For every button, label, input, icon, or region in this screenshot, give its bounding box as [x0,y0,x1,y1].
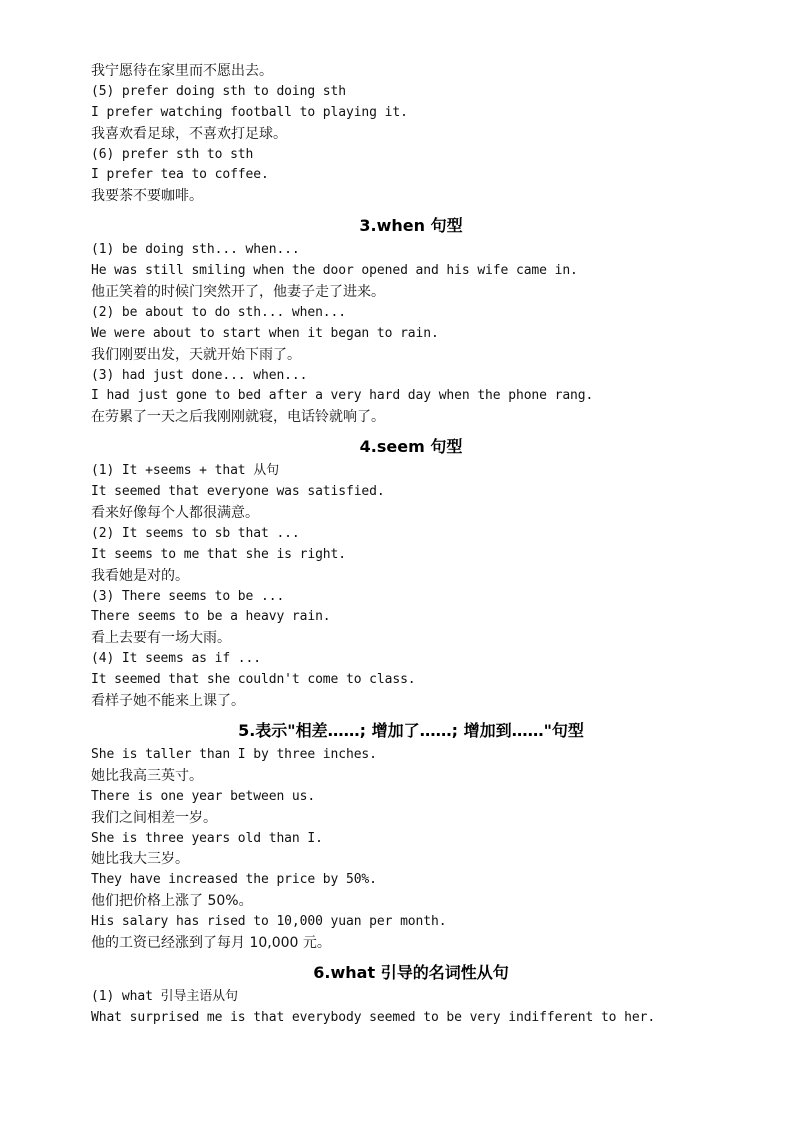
chinese-translation-line: 看样子她不能来上课了。 [91,693,245,710]
english-text-line: There is one year between us. [91,788,316,804]
section-heading: 6.what 引导的名词性从句 [313,962,509,982]
english-text-line: (3) There seems to be ... [91,588,285,604]
english-text-line: We were about to start when it began to rain. [91,325,439,341]
section-heading: 5.表示"相差……; 增加了……; 增加到……"句型 [238,720,584,740]
english-text-line: (5) prefer doing sth to doing sth [91,83,346,99]
english-text-line: It seems to me that she is right. [91,546,346,562]
chinese-translation-line: 我喜欢看足球，不喜欢打足球。 [91,125,287,142]
chinese-translation-line: 我宁愿待在家里而不愿出去。 [91,63,273,79]
english-text-line: He was still smiling when the door opened and his wife came in. [91,263,578,279]
english-text-line: (1) be doing sth... when... [91,242,300,258]
english-text-line: I had just gone to bed after a very hard day when the phone rang. [91,388,594,404]
chinese-translation-line: 他们把价格上涨了 50%。 [91,893,253,910]
english-text-line: His salary has rised to 10,000 yuan per month. [91,914,447,930]
section-heading: 3.when 句型 [359,216,463,236]
english-text-line: (1) what 引导主语从句 [91,988,238,1004]
english-text-line: She is three years old than I. [91,830,323,846]
chinese-translation-line: 我要茶不要咖啡。 [91,188,203,205]
english-text-line: (6) prefer sth to sth [91,146,254,162]
chinese-translation-line: 她比我大三岁。 [91,851,189,868]
english-text-line: I prefer watching football to playing it. [91,104,408,120]
chinese-translation-line: 看来好像每个人都很满意。 [91,505,259,522]
english-text-line: It seemed that everyone was satisfied. [91,484,385,500]
english-text-line: What surprised me is that everybody seemed to be very indifferent to her. [91,1009,656,1025]
chinese-translation-line: 在劳累了一天之后我刚刚就寝，电话铃就响了。 [91,409,385,426]
english-text-line: She is taller than I by three inches. [91,746,377,762]
english-text-line: (1) It +seems + that 从句 [91,463,280,479]
section-heading: 4.seem 句型 [359,437,463,457]
english-text-line: They have increased the price by 50%. [91,872,377,888]
chinese-translation-line: 他正笑着的时候门突然开了，他妻子走了进来。 [91,284,385,301]
english-text-line: (2) be about to do sth... when... [91,304,346,320]
english-text-line: There seems to be a heavy rain. [91,609,331,625]
chinese-translation-line: 看上去要有一场大雨。 [91,630,231,647]
chinese-translation-line: 我看她是对的。 [91,567,189,584]
chinese-translation-line: 我们之间相差一岁。 [91,809,217,826]
chinese-translation-line: 她比我高三英寸。 [91,767,203,784]
document-body [91,61,731,1029]
english-text-line: I prefer tea to coffee. [91,167,269,183]
english-text-line: It seemed that she couldn't come to class. [91,672,416,688]
chinese-translation-line: 我们刚要出发，天就开始下雨了。 [91,346,301,363]
chinese-translation-line: 他的工资已经涨到了每月 10,000 元。 [91,934,331,951]
english-text-line: (3) had just done... when... [91,367,308,383]
english-text-line: (2) It seems to sb that ... [91,525,300,541]
english-text-line: (4) It seems as if ... [91,651,261,667]
